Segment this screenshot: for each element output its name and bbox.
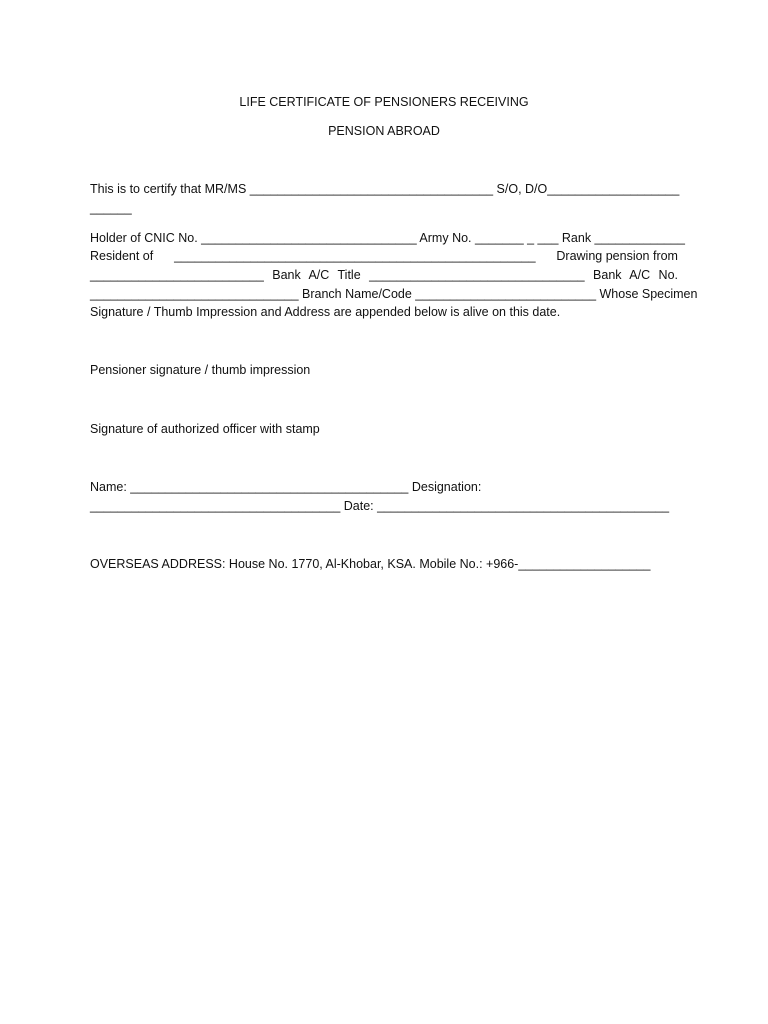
resident-label: Resident of [90,249,154,263]
drawing-pension-label: Drawing pension from [556,249,678,263]
branch-name-line: ______________________________ Branch Name/Code __________________________ Whose Specimen [90,287,698,301]
name-designation-line: Name: ________________________________________ Designation: [90,480,482,494]
document-title-line-2: PENSION ABROAD [328,124,440,138]
document-title-line-1: LIFE CERTIFICATE OF PENSIONERS RECEIVING [239,95,529,109]
resident-line [90,247,678,265]
specimen-signature-line: Signature / Thumb Impression and Address are appended below is alive on this date. [90,305,561,319]
date-line: ____________________________________ Date: __________________________________________ [90,499,670,513]
certify-line-continuation: ______ [90,201,132,215]
cnic-army-rank-line: Holder of CNIC No. _______________________________ Army No. _______ _ ___ Rank _____________ [90,231,685,245]
certify-line: This is to certify that MR/MS ___________________________________ S/O, D/O___________________ [90,182,680,196]
officer-signature-label: Signature of authorized officer with stamp [90,422,320,436]
overseas-address-line: OVERSEAS ADDRESS: House No. 1770, Al-Khobar, KSA. Mobile No.: +966-___________________ [90,557,651,571]
resident-blank: ____________________________________________________ [174,249,536,263]
pensioner-signature-label: Pensioner signature / thumb impression [90,363,311,377]
bank-account-title-line: _________________________ Bank A/C Title _______________________________ Bank A/C No. [90,268,678,282]
